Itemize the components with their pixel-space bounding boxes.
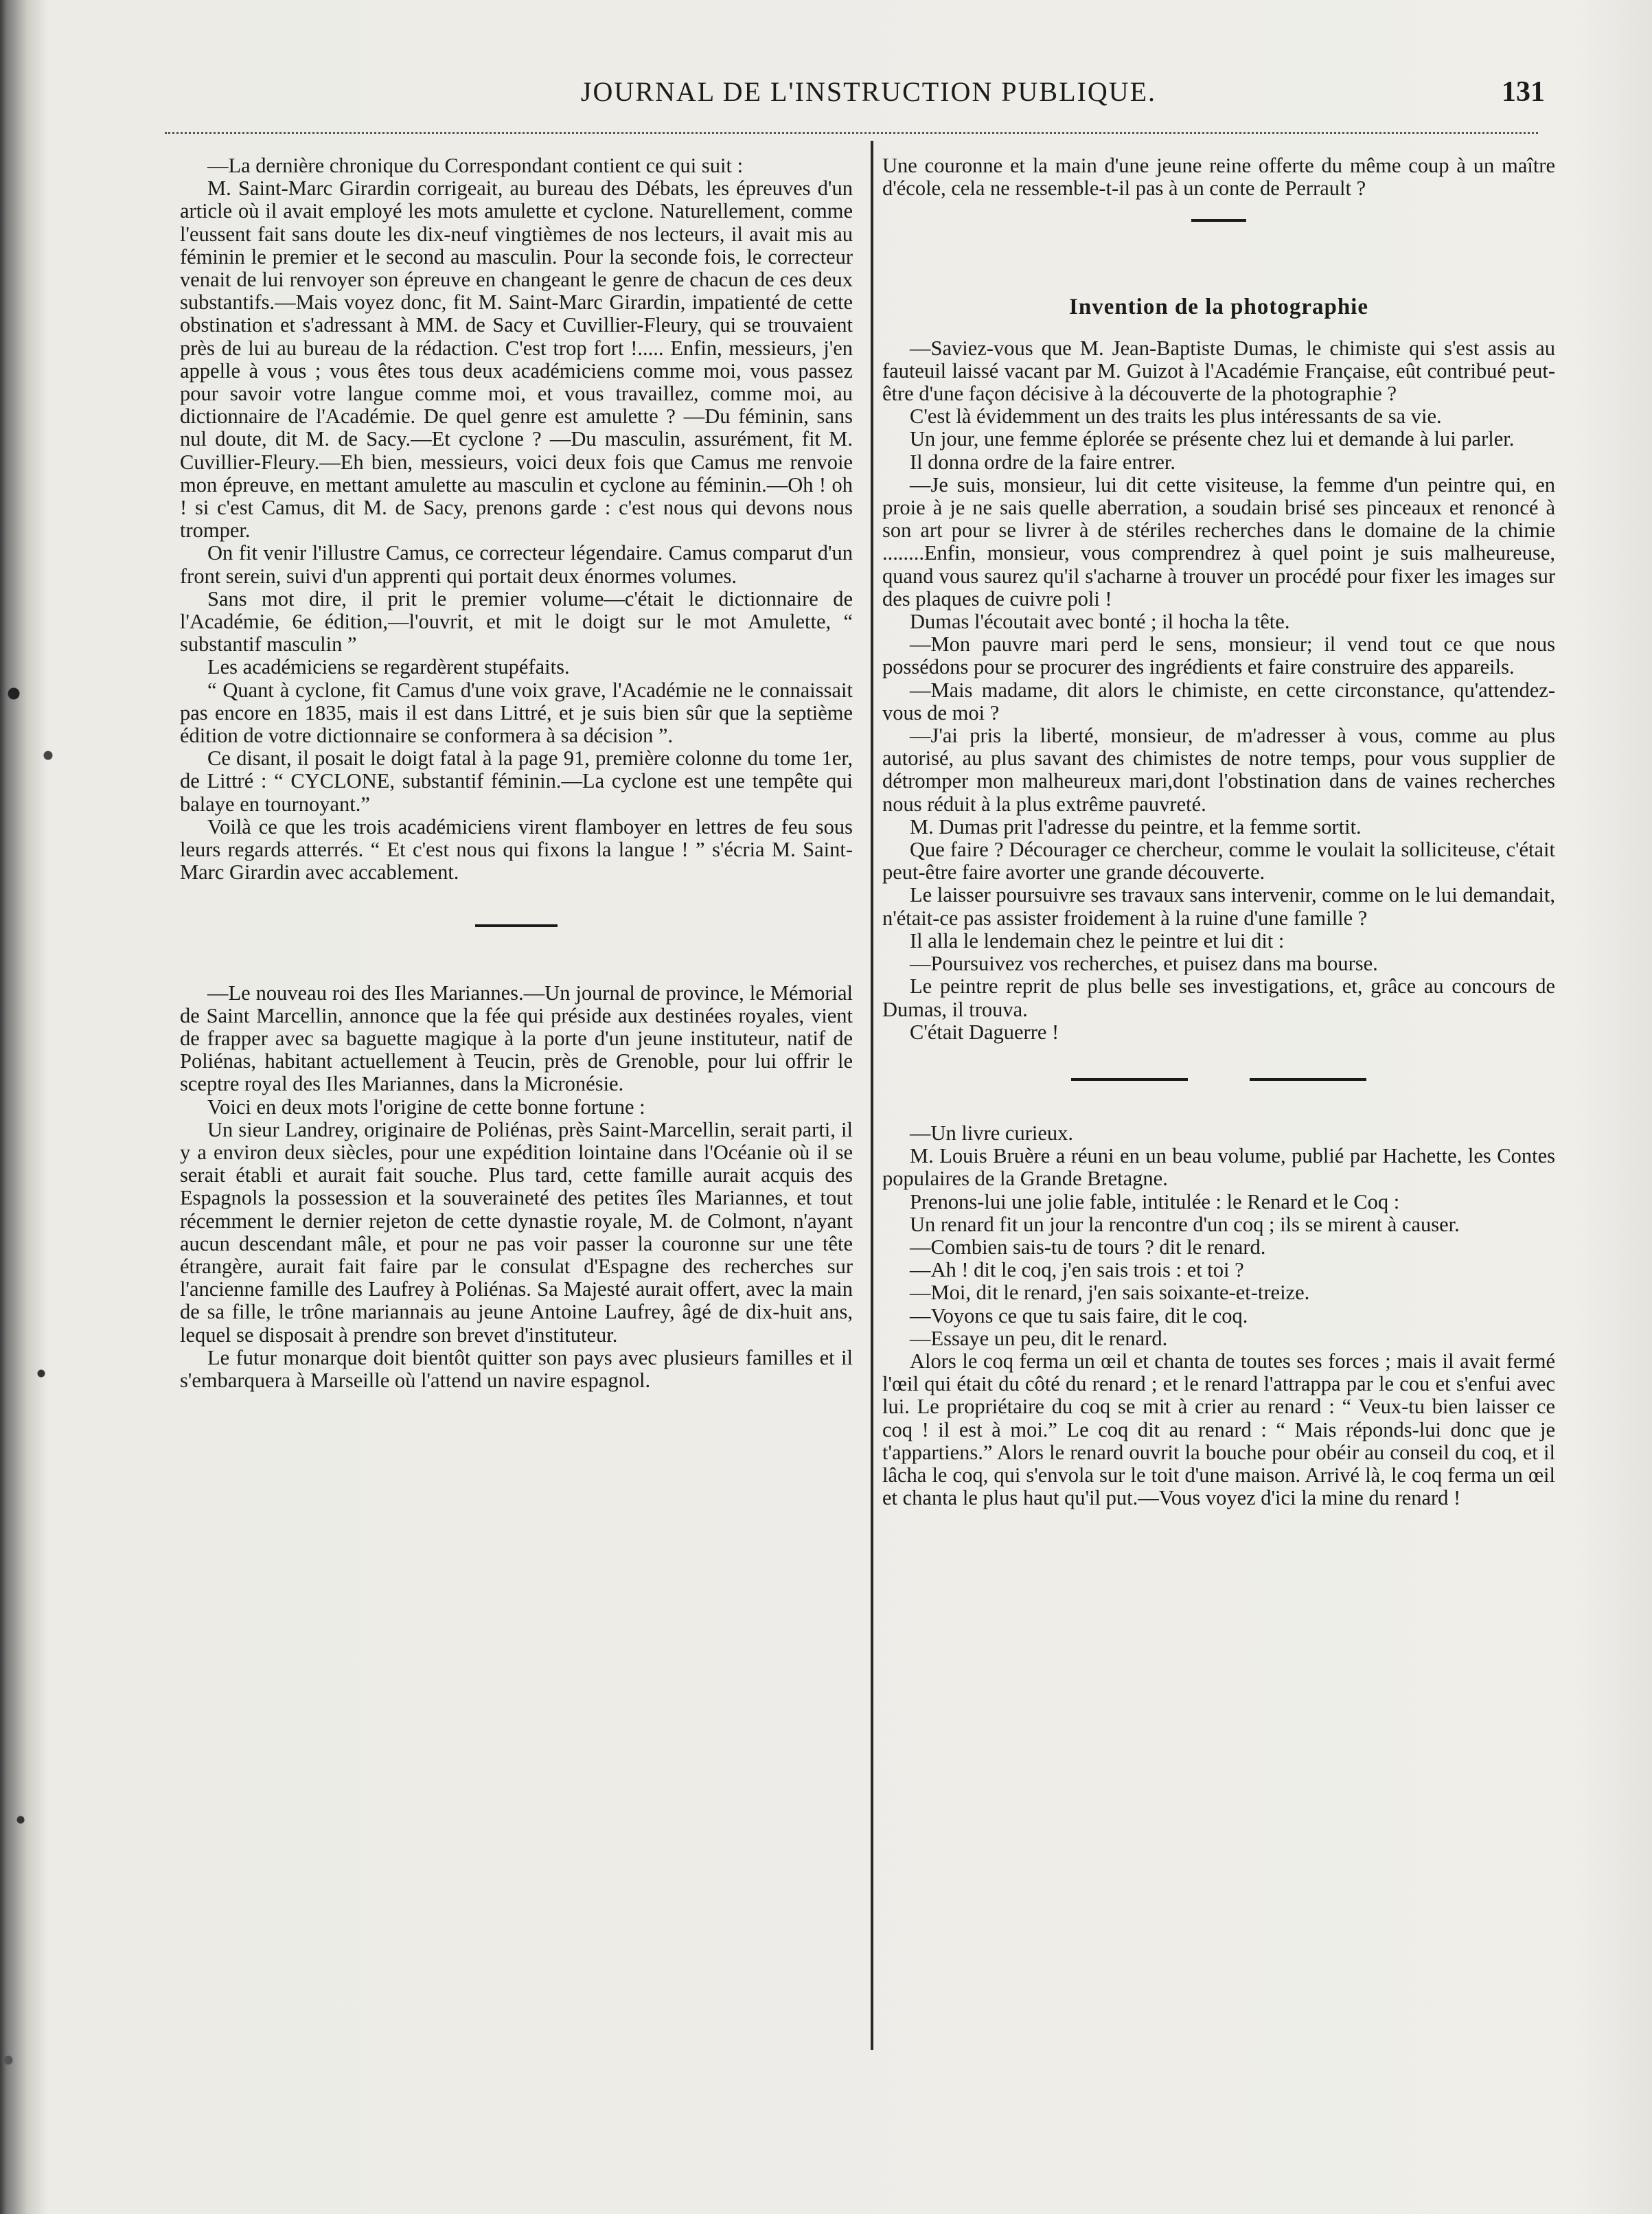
section-separator <box>882 1078 1555 1081</box>
article-paragraph: Le peintre reprit de plus belle ses investigations, et, grâce au concours de Dumas, il trouva. <box>882 974 1555 1021</box>
heading-spacer <box>882 249 1555 282</box>
page-binding-edge <box>0 0 55 2214</box>
article-paragraph: Le futur monarque doit bientôt quitter son pays avec plusieurs familles et il s'embarquera à Marseille où l'attend un navire espagnol. <box>180 1345 853 1392</box>
journal-title: JOURNAL DE L'INSTRUCTION PUBLIQUE. <box>580 76 1157 107</box>
article-paragraph: Voici en deux mots l'origine de cette bonne fortune : <box>207 1095 645 1119</box>
article-paragraph: —Mais madame, dit alors le chimiste, en cette circonstance, qu'attendez-vous de moi ? <box>882 678 1555 724</box>
article-photographie <box>882 249 1555 1044</box>
article-paragraph: —La dernière chronique du Correspondant contient ce qui suit : <box>207 154 744 177</box>
article-paragraph: On fit venir l'illustre Camus, ce correcteur légendaire. Camus comparut d'un front serein, suivi d'un apprenti qui portait deux énormes volumes. <box>180 541 853 588</box>
article-livre-curieux <box>882 1122 1555 1509</box>
article-paragraph: —Voyons ce que tu sais faire, dit le coq. <box>910 1303 1248 1327</box>
article-paragraph: —Le nouveau roi des Iles Mariannes.—Un journal de province, le Mémorial de Saint Marcellin, annonce que la fée qui préside aux destinées royales, vient de frapper avec sa baguette magique à la porte d'un jeune instituteur, natif de Poliénas, habitant actuellement à Teucin, près de Grenoble, pour lui offrir le sceptre royal des Iles Mariannes, dans la Micronésie. <box>180 981 853 1096</box>
header-rule <box>165 132 1538 134</box>
article-paragraph: “ Quant à cyclone, fit Camus d'une voix grave, l'Académie ne le connaissait pas encore en 1835, mais il est dans Littré, et je suis bien sûr que la septième édition de votre dictionnaire se conformera à sa décision ”. <box>180 678 853 748</box>
article-paragraph: —Un livre curieux. <box>910 1121 1073 1145</box>
article-paragraph: C'est là évidemment un des traits les plus intéressants de sa vie. <box>910 404 1442 429</box>
article-paragraph: Ce disant, il posait le doigt fatal à la page 91, première colonne du tome 1er, de Littré : “ CYCLONE, substantif féminin.—La cyclone est une tempête qui balaye en tournoyant.” <box>180 746 853 816</box>
page-header <box>172 76 1565 117</box>
article-paragraph: —Poursuivez vos recherches, et puisez dans ma bourse. <box>910 952 1378 976</box>
article-paragraph: Prenons-lui une jolie fable, intitulée : le Renard et le Coq : <box>910 1189 1400 1213</box>
column-divider <box>871 141 873 2050</box>
article-paragraph: Que faire ? Décourager ce chercheur, comme le voulait la solliciteuse, c'était peut-être faire avorter une grande découverte. <box>882 838 1555 885</box>
article-paragraph: —Je suis, monsieur, lui dit cette visiteuse, la femme d'un peintre qui, en proie à je ne sais quelle aberration, a soudain brisé ses pinceaux et renoncé à son art pour se livrer à de stériles recherches dans le domaine de la chimie ........Enfin, monsieur, vous comprendrez à quel point je suis malheureuse, quand vous saurez qu'il s'acharne à trouver un procédé pour fixer les images sur des plaques de cuivre poli ! <box>882 472 1555 610</box>
article-paragraph: Le laisser poursuivre ses travaux sans intervenir, comme on le lui demandait, n'était-ce pas assister froidement à la ruine d'une famille ? <box>882 883 1555 930</box>
article-paragraph: Voilà ce que les trois académiciens virent flamboyer en lettres de feu sous leurs regards atterrés. “ Et c'est nous qui fixons la langue ! ” s'écria M. Saint-Marc Girardin avec accablement. <box>180 814 853 885</box>
article-iles-mariannes-continued <box>882 155 1555 200</box>
article-paragraph: M. Saint-Marc Girardin corrigeait, au bureau des Débats, les épreuves d'un article où il avait employé les mots amulette et cyclone. Naturellement, comme l'eussent fait sans doute les dix-neuf vingtièmes de nos lecteurs, il avait mis au féminin le premier et le second au masculin. Pour la seconde fois, le correcteur venait de lui renvoyer son épreuve en changeant le genre de chacun de ces deux substantifs.—Mais voyez donc, fit M. Saint-Marc Girardin, impatienté de cette obstination et s'adressant à MM. de Sacy et Cuvillier-Fleury, qui se trouvaient près de lui au bureau de la rédaction. C'est trop fort !..... Enfin, messieurs, j'en appelle à vous ; vous êtes tous deux académiciens comme moi, vous passez pour savoir votre langue comme moi, et vous travaillez, comme moi, au dictionnaire de l'Académie. De quel genre est amulette ? —Du féminin, sans nul doute, dit M. de Sacy.—Et cyclone ? —Du masculin, assurément, fit M. Cuvillier-Fleury.—Eh bien, messieurs, voici deux fois que Camus me renvoie mon épreuve, en mettant amulette au masculin et cyclone au féminin.—Oh ! oh ! si c'est Camus, dit M. de Sacy, prenons garde : c'est nous qui devons nous tromper. <box>180 176 853 543</box>
article-paragraph: M. Louis Bruère a réuni en un beau volume, publié par Hachette, les Contes populaires de la Grande Bretagne. <box>882 1144 1555 1191</box>
article-paragraph: M. Dumas prit l'adresse du peintre, et la femme sortit. <box>910 814 1362 838</box>
article-paragraph: Il donna ordre de la faire entrer. <box>910 450 1175 474</box>
left-column <box>180 155 853 1392</box>
article-paragraph: Un jour, une femme éplorée se présente chez lui et demande à lui parler. <box>910 427 1515 451</box>
section-separator <box>1191 219 1246 222</box>
page-number: 131 <box>1502 76 1545 108</box>
article-correspondant <box>180 155 853 885</box>
section-heading: Invention de la photographie <box>1069 295 1368 320</box>
article-paragraph: —Essaye un peu, dit le renard. <box>910 1326 1168 1350</box>
article-paragraph: Un sieur Landrey, originaire de Poliénas, près Saint-Marcellin, serait parti, il y a environ deux siècles, pour une expédition lointaine dans l'Océanie où il se serait établi et aurait fait souche. Plus tard, cette famille aurait acquis des Espagnols la possession et la souveraineté des petites îles Mariannes, et tout récemment le dernier rejeton de cette dynastie royale, M. de Colmont, n'ayant aucun descendant mâle, et pour ne pas voir passer la couronne sur une tête étrangère, aurait fait faire par le consulat d'Espagne des recherches sur l'ancienne famille des Laufrey à Poliénas. Sa Majesté aurait offert, avec la main de sa fille, le trône mariannais au jeune Antoine Laufrey, âgé de dix-huit ans, lequel se disposait à prendre son brevet d'instituteur. <box>180 1117 853 1347</box>
article-paragraph: —Saviez-vous que M. Jean-Baptiste Dumas, le chimiste qui s'est assis au fauteuil laissé vacant par M. Guizot à l'Académie Française, eût contribué peut-être d'une façon décisive à la découverte de la photographie ? <box>882 336 1555 406</box>
article-paragraph: Sans mot dire, il prit le premier volume—c'était le dictionnaire de l'Académie, 6e édition,—l'ouvrit, et mit le doigt sur le mot Amulette, “ substantif masculin ” <box>180 586 853 657</box>
article-paragraph: Alors le coq ferma un œil et chanta de toutes ses forces ; mais il avait fermé l'œil qui était du côté du renard ; et le renard l'attrappa par le cou et s'enfui avec lui. Le propriétaire du coq se mit à crier au renard : “ Veux-tu bien laisser ce coq ! il est à moi.” Le coq dit au renard : “ Mais réponds-lui donc que je t'appartiens.” Alors le renard ouvrit la bouche pour obéir au conseil du coq, et il lâcha le coq, qui s'envola sur le toit d'une maison. Arrivé là, le coq ferma un œil et chanta le plus haut qu'il put.—Vous voyez d'ici la mine du renard ! <box>882 1349 1555 1510</box>
article-paragraph: —Combien sais-tu de tours ? dit le renard. <box>910 1235 1266 1259</box>
right-column <box>882 155 1555 1509</box>
article-paragraph: C'était Daguerre ! <box>910 1020 1059 1044</box>
article-paragraph: —Ah ! dit le coq, j'en sais trois : et toi ? <box>910 1258 1244 1282</box>
article-paragraph: Les académiciens se regardèrent stupéfaits. <box>207 655 570 679</box>
article-paragraph: —Mon pauvre mari perd le sens, monsieur; il vend tout ce que nous possédons pour se procurer des ingrédients et faire construire des appareils. <box>882 632 1555 679</box>
article-paragraph: Un renard fit un jour la rencontre d'un coq ; ils se mirent à causer. <box>910 1212 1460 1236</box>
article-iles-mariannes <box>180 982 853 1393</box>
article-paragraph: Dumas l'écoutait avec bonté ; il hocha la tête. <box>910 610 1290 634</box>
section-separator <box>475 924 558 927</box>
article-paragraph: Une couronne et la main d'une jeune reine offerte du même coup à un maître d'école, cela ne ressemble-t-il pas à un conte de Perrault ? <box>882 154 1555 201</box>
article-paragraph: Il alla le lendemain chez le peintre et lui dit : <box>910 928 1285 952</box>
article-paragraph: —J'ai pris la liberté, monsieur, de m'adresser à vous, comme au plus autorisé, au plus savant des chimistes de notre temps, pour vous supplier de détromper mon malheureux mari,dont l'obstination dans de vaines recherches nous réduit à la plus extrême pauvreté. <box>882 724 1555 816</box>
article-paragraph: —Moi, dit le renard, j'en sais soixante-et-treize. <box>910 1281 1310 1305</box>
